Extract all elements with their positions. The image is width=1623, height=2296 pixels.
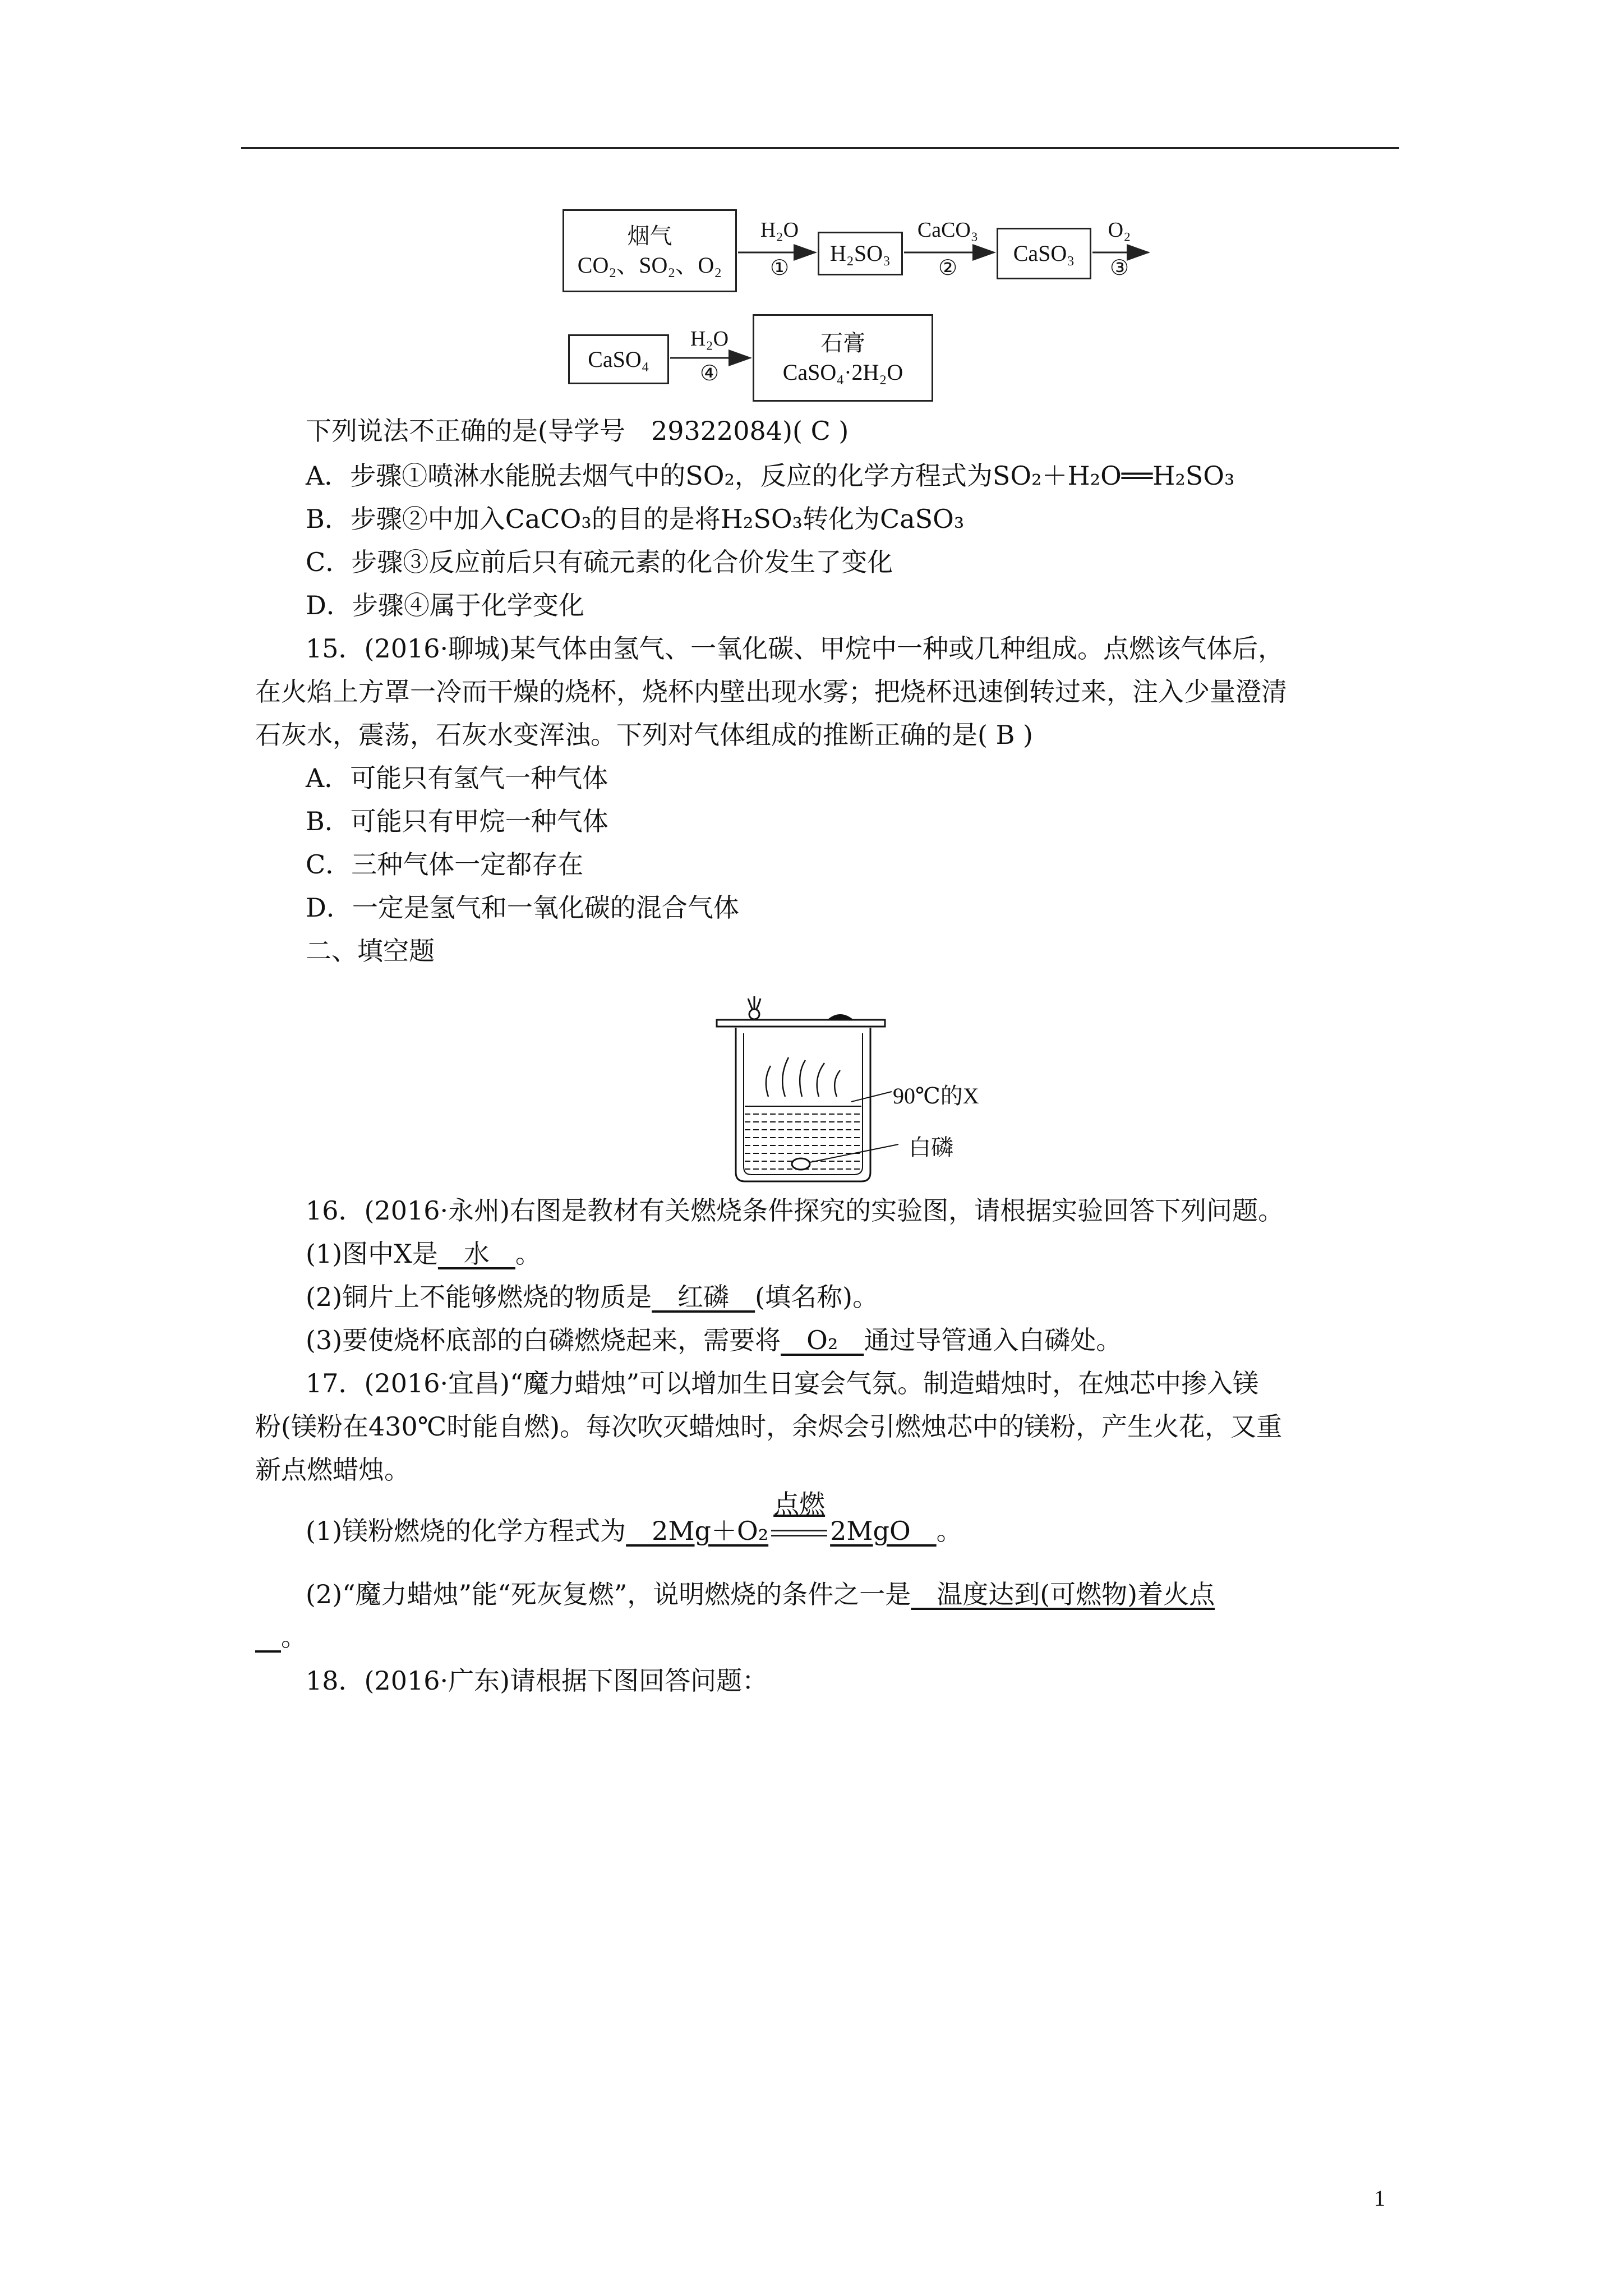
q16-sub3-end: 通过导管通入白磷处。 [864,1325,1122,1355]
q16-sub3-answer: O₂ [781,1325,864,1355]
q15-line2: 在火焰上方罩一冷而干燥的烧杯，烧杯内壁出现水雾；把烧杯迅速倒转过来，注入少量澄清 [255,677,1287,707]
q18-stem: 18．(2016·广东)请根据下图回答问题： [306,1665,768,1696]
q14-option-a: A．步骤①喷淋水能脱去烟气中的SO₂，反应的化学方程式为SO₂＋H₂O══H₂SO₃ [306,461,1235,491]
q16-sub2 [306,1280,878,1314]
q17-sub2-answer-cont [255,1620,281,1654]
gypsum-formula: CaSO₄·2H₂O [782,360,903,385]
white-phosphorus-in-water-icon [792,1158,810,1170]
q14-option-b: B．步骤②中加入CaCO₃的目的是将H₂SO₃转化为CaSO₃ [306,504,965,534]
white-phosphorus-on-copper-icon [749,1009,759,1019]
q17-sub2-prompt: (2)“魔力蜡烛”能“死灰复燃”，说明燃烧的条件之一是 [306,1579,911,1609]
q15-option-c: C．三种气体一定都存在 [306,849,584,880]
reaction-arrow-block [768,1489,830,1548]
q15-option-d: D．一定是氢气和一氧化碳的混合气体 [306,892,739,923]
arrow3-reagent: O₂ [1108,218,1131,242]
q16-sub3-prompt: (3)要使烧杯底部的白磷燃烧起来，需要将 [306,1325,781,1355]
copper-sheet [717,1020,885,1027]
q17-sub2 [306,1577,1215,1611]
figure-label-white-phosphorus: 白磷 [909,1135,953,1160]
flowchart-arrows [0,0,1623,449]
q17-line3: 新点燃蜡烛。 [255,1455,410,1485]
q15-line3: 石灰水，震荡，石灰水变浑浊。下列对气体组成的推断正确的是( B ) [255,720,1033,750]
q17-sub2-cont [255,1620,307,1654]
q16-sub2-end: (填名称)。 [755,1282,879,1312]
caso3-label: CaSO₃ [1013,241,1075,266]
arrow2-reagent: CaCO₃ [917,218,979,242]
q15-option-b: B．可能只有甲烷一种气体 [306,806,608,836]
arrow4-step: ④ [699,362,720,385]
flue-gas-title: 烟气 [627,223,672,249]
q15-line1: 15．(2016·聊城)某气体由氢气、一氧化碳、甲烷中一种或几种组成。点燃该气体后， [306,633,1284,664]
steam [766,1057,840,1097]
flue-gas-components: CO₂、SO₂、O₂ [577,252,722,278]
reaction-condition: 点燃 [773,1489,826,1519]
reaction-equals-sign [771,1530,827,1536]
q16-sub1-end: 。 [515,1239,541,1269]
q17-line1: 17．(2016·宜昌)“魔力蜡烛”可以增加生日宴会气氛。制造蜡烛时，在烛芯中掺入镁 [306,1368,1259,1398]
q17-sub2-answer: 温度达到(可燃物)着火点 [911,1579,1215,1609]
q16-sub1-answer: 水 [437,1239,515,1269]
q14-option-c: C．步骤③反应前后只有硫元素的化合价发生了变化 [306,547,893,577]
q17-sub1 [306,1489,962,1548]
arrow3-step: ③ [1109,256,1129,280]
q15-option-a: A．可能只有氢气一种气体 [306,763,608,793]
arrow2-step: ② [938,256,958,280]
page-number: 1 [1374,2185,1385,2211]
q14-option-d: D．步骤④属于化学变化 [306,590,584,620]
q17-sub1-end: 。 [936,1516,962,1546]
arrow1-reagent: H₂O [760,218,799,242]
q16-sub1-prompt: (1)图中X是 [306,1239,438,1269]
gypsum-title: 石膏 [820,330,865,356]
q17-sub1-prompt: (1)镁粉燃烧的化学方程式为 [306,1516,626,1546]
q16-sub2-answer: 红磷 [652,1282,755,1312]
q17-sub2-end: 。 [281,1622,307,1652]
q17-sub1-answer-product: 2MgO [830,1516,937,1546]
arrow4-reagent: H₂O [690,327,729,351]
q16-stem: 16．(2016·永州)右图是教材有关燃烧条件探究的实验图，请根据实验回答下列问题。 [306,1195,1284,1226]
q17-line2: 粉(镁粉在430℃时能自燃)。每次吹灭蜡烛时，余烬会引燃烛芯中的镁粉，产生火花，又重 [255,1411,1283,1442]
section-heading-fill-in: 二、填空题 [306,936,435,966]
arrow1-step: ① [769,256,790,280]
q16-sub2-prompt: (2)铜片上不能够燃烧的物质是 [306,1282,652,1312]
q14-stem: 下列说法不正确的是(导学号 29322084)( C ) [306,416,849,446]
caso4-label: CaSO₄ [588,346,649,372]
h2so3-label: H₂SO₃ [830,241,891,266]
q16-sub3 [306,1323,1122,1357]
q17-sub1-answer-reactants: 2Mg＋O₂ [626,1516,769,1546]
q16-sub1 [306,1237,541,1271]
figure-label-hot-water-x: 90℃的X [893,1083,979,1108]
